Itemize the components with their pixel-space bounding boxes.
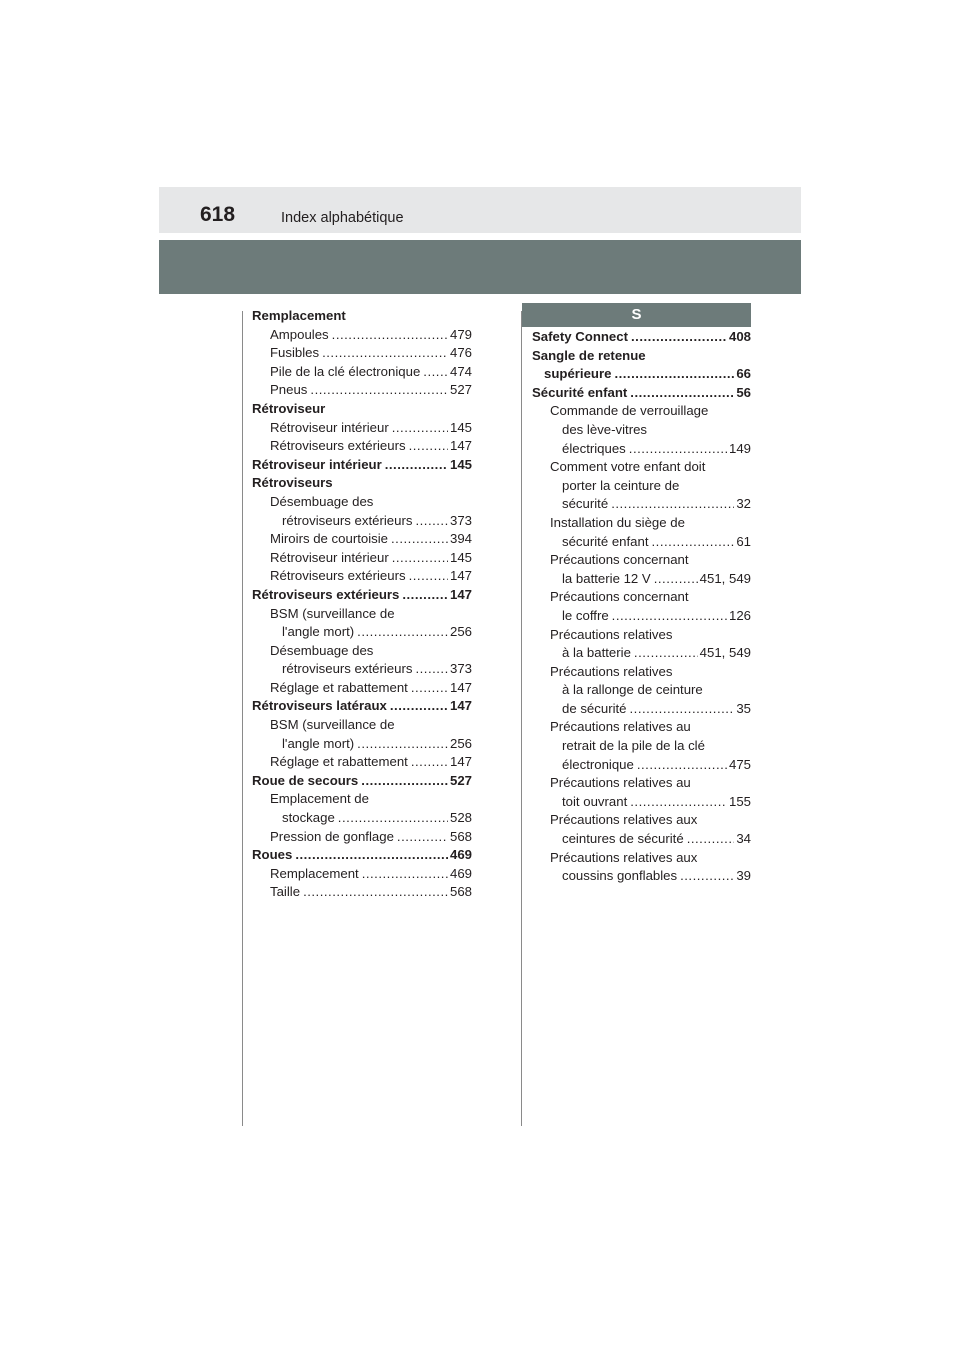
index-subentry[interactable] [252,344,472,363]
entry-text: Comment votre enfant doit [550,459,706,475]
entry-text: Rétroviseurs latéraux [252,698,387,714]
index-subentry[interactable] [532,663,751,719]
entry-text: stockage [282,810,335,826]
index-subentry[interactable] [532,718,751,774]
entry-text: l'angle mort) [282,735,355,751]
dot-leader [409,567,448,586]
page-ref: 155 [728,793,751,809]
entry-text: le coffre [562,607,609,623]
column-rule-right [521,311,522,1126]
page-ref: 469 [449,847,472,863]
entry-text: Désembuage des [270,642,374,658]
entry-text: Réglage et rabattement [270,679,408,695]
entry-text: Précautions relatives au [550,719,691,735]
entry-text: de sécurité [562,700,627,716]
entry-text: retrait de la pile de la clé [562,738,705,754]
dot-leader [397,828,448,847]
entry-text: à la rallonge de ceinture [562,682,703,698]
index-entry[interactable] [252,456,472,475]
dot-leader [637,756,727,775]
entry-text: à la batterie [562,645,631,661]
dot-leader [411,679,448,698]
entry-text: Safety Connect [532,329,628,344]
header-bar [159,187,801,233]
index-subentry[interactable] [252,716,472,753]
page-ref: 527 [449,772,472,788]
page-ref: 373 [449,512,472,528]
entry-text: Sécurité enfant [532,384,628,400]
entry-text: Rétroviseurs extérieurs [270,568,406,584]
entry-text: Pression de gonflage [270,828,394,844]
index-column-right [532,328,751,886]
index-subentry[interactable] [252,865,472,884]
entry-text: Précautions concernant [550,552,689,568]
index-subentry[interactable] [532,551,751,588]
index-entry: Remplacement [252,308,346,323]
entry-text: porter la ceinture de [562,477,680,493]
page-ref: 126 [728,607,751,623]
dot-leader [680,867,734,886]
entry-text: Précautions relatives [550,626,673,642]
dot-leader [392,419,448,438]
page-ref: 373 [449,661,472,677]
column-rule-left [242,311,243,1126]
page-ref: 61 [736,533,751,549]
dot-leader [411,753,448,772]
entry-text: ceintures de sécurité [562,831,684,847]
index-subentry[interactable] [252,381,472,400]
entry-text: Installation du siège de [550,514,685,530]
page-ref: 147 [449,568,472,584]
index-subentry[interactable] [532,588,751,625]
page-ref: 147 [449,754,472,770]
entry-text: Précautions concernant [550,589,689,605]
page-ref: 469 [449,865,472,881]
entry-text: Remplacement [270,865,359,881]
index-subentry[interactable] [252,679,472,698]
page-ref: 34 [736,831,751,847]
dot-leader [322,344,448,363]
dot-leader [630,384,734,403]
entry-text: Taille [270,884,301,900]
entry-text: toit ouvrant [562,793,628,809]
entry-text: Précautions relatives aux [550,812,698,828]
page-ref: 145 [449,549,472,565]
dot-leader [634,644,698,663]
dot-leader [630,700,735,719]
entry-text: Précautions relatives aux [550,849,698,865]
page-ref: 476 [449,345,472,361]
entry-text: Roue de secours [252,772,359,788]
page-ref: 147 [449,679,472,695]
page-ref: 39 [736,868,751,884]
entry-text: des lève-vitres [562,421,648,437]
dot-leader [612,607,727,626]
page-ref: 147 [449,586,472,602]
index-entry[interactable] [252,586,472,605]
index-entry[interactable] [252,772,472,791]
index-subentry[interactable] [252,363,472,382]
dot-leader [338,809,448,828]
index-column-left [252,307,472,902]
header-band [159,240,801,294]
page-ref: 145 [449,456,472,472]
page-ref: 408 [728,329,751,344]
index-subentry[interactable] [532,514,751,551]
page-ref: 145 [449,419,472,435]
dot-leader [423,363,448,382]
index-subentry[interactable] [252,326,472,345]
entry-text: Réglage et rabattement [270,754,408,770]
entry-text: supérieure [544,366,612,382]
dot-leader [687,830,735,849]
entry-text: Désembuage des [270,493,374,509]
entry-text: Miroirs de courtoisie [270,531,388,547]
dot-leader [392,549,448,568]
entry-text: Fusibles [270,345,320,361]
page-ref: 394 [449,531,472,547]
page-ref: 32 [736,496,751,512]
entry-text: électronique [562,756,634,772]
entry-text: rétroviseurs extérieurs [282,661,413,677]
index-subentry[interactable] [252,437,472,456]
dot-leader [631,328,727,347]
page-number: 618 [200,203,236,226]
entry-text: Précautions relatives [550,663,673,679]
index-subentry[interactable] [252,790,472,827]
index-subentry[interactable] [252,605,472,642]
entry-text: BSM (surveillance de [270,605,395,621]
index-subentry[interactable] [252,530,472,549]
page-ref: 451, 549 [699,645,751,661]
index-subentry[interactable] [532,402,751,458]
entry-text: Pneus [270,382,308,398]
dot-leader [629,440,727,459]
page-ref: 479 [449,326,472,342]
index-entry[interactable] [532,347,751,384]
dot-leader [654,570,698,589]
entry-text: électriques [562,440,626,456]
dot-leader [391,530,448,549]
letter-heading-s: S [522,303,751,327]
entry-text: Rétroviseur intérieur [252,456,382,472]
page-ref: 528 [449,810,472,826]
dot-leader [390,697,448,716]
dot-leader [611,495,734,514]
index-subentry[interactable] [532,626,751,663]
dot-leader [385,456,448,475]
dot-leader [310,381,448,400]
page-ref: 527 [449,382,472,398]
entry-text: Pile de la clé électronique [270,363,421,379]
entry-text: la batterie 12 V [562,570,651,586]
index-subentry[interactable] [252,493,472,530]
index-subentry[interactable] [252,567,472,586]
index-entry: Rétroviseurs [252,475,333,491]
index-subentry[interactable] [252,828,472,847]
dot-leader [303,883,448,902]
page-ref: 35 [736,700,751,716]
index-subentry[interactable] [532,849,751,886]
index-subentry[interactable] [532,811,751,848]
page-ref: 66 [736,366,751,382]
entry-text: sécurité enfant [562,533,649,549]
dot-leader [652,533,735,552]
entry-text: Rétroviseurs extérieurs [270,438,406,454]
entry-text: Rétroviseur intérieur [270,549,389,565]
dot-leader [357,735,448,754]
entry-text: Sangle de retenue [532,347,646,363]
dot-leader [295,846,448,865]
page-ref: 256 [449,735,472,751]
entry-text: BSM (surveillance de [270,717,395,733]
page-ref: 568 [449,828,472,844]
section-title: Index alphabétique [281,210,404,226]
dot-leader [415,512,448,531]
index-subentry[interactable] [252,753,472,772]
index-entry[interactable] [532,384,751,403]
dot-leader [357,623,448,642]
page-ref: 451, 549 [699,570,751,586]
page-ref: 147 [449,698,472,714]
index-entry[interactable] [252,697,472,716]
index-subentry[interactable] [252,549,472,568]
dot-leader [361,772,448,791]
dot-leader [614,365,734,384]
index-subentry[interactable] [532,458,751,514]
entry-text: Ampoules [270,326,329,342]
dot-leader [332,326,448,345]
dot-leader [630,793,727,812]
entry-text: Commande de verrouillage [550,403,709,419]
page-ref: 474 [449,363,472,379]
index-subentry[interactable] [252,642,472,679]
entry-text: Emplacement de [270,791,369,807]
index-subentry[interactable] [252,883,472,902]
entry-text: Rétroviseurs extérieurs [252,586,400,602]
page-ref: 568 [449,884,472,900]
dot-leader [402,586,448,605]
dot-leader [409,437,448,456]
page-ref: 147 [449,438,472,454]
index-subentry[interactable] [252,419,472,438]
page-ref: 475 [728,756,751,772]
entry-text: Rétroviseur intérieur [270,419,389,435]
index-entry[interactable] [252,846,472,865]
page-ref: 256 [449,624,472,640]
index-entry: Rétroviseur [252,400,326,416]
page-ref: 56 [736,384,751,400]
entry-text: l'angle mort) [282,624,355,640]
entry-text: coussins gonflables [562,868,678,884]
page-ref: 149 [728,440,751,456]
dot-leader [415,660,448,679]
entry-text: Précautions relatives au [550,775,691,791]
entry-text: Roues [252,847,293,863]
entry-text: rétroviseurs extérieurs [282,512,413,528]
index-entry[interactable] [532,328,751,347]
index-subentry[interactable] [532,774,751,811]
entry-text: sécurité [562,496,609,512]
dot-leader [362,865,448,884]
